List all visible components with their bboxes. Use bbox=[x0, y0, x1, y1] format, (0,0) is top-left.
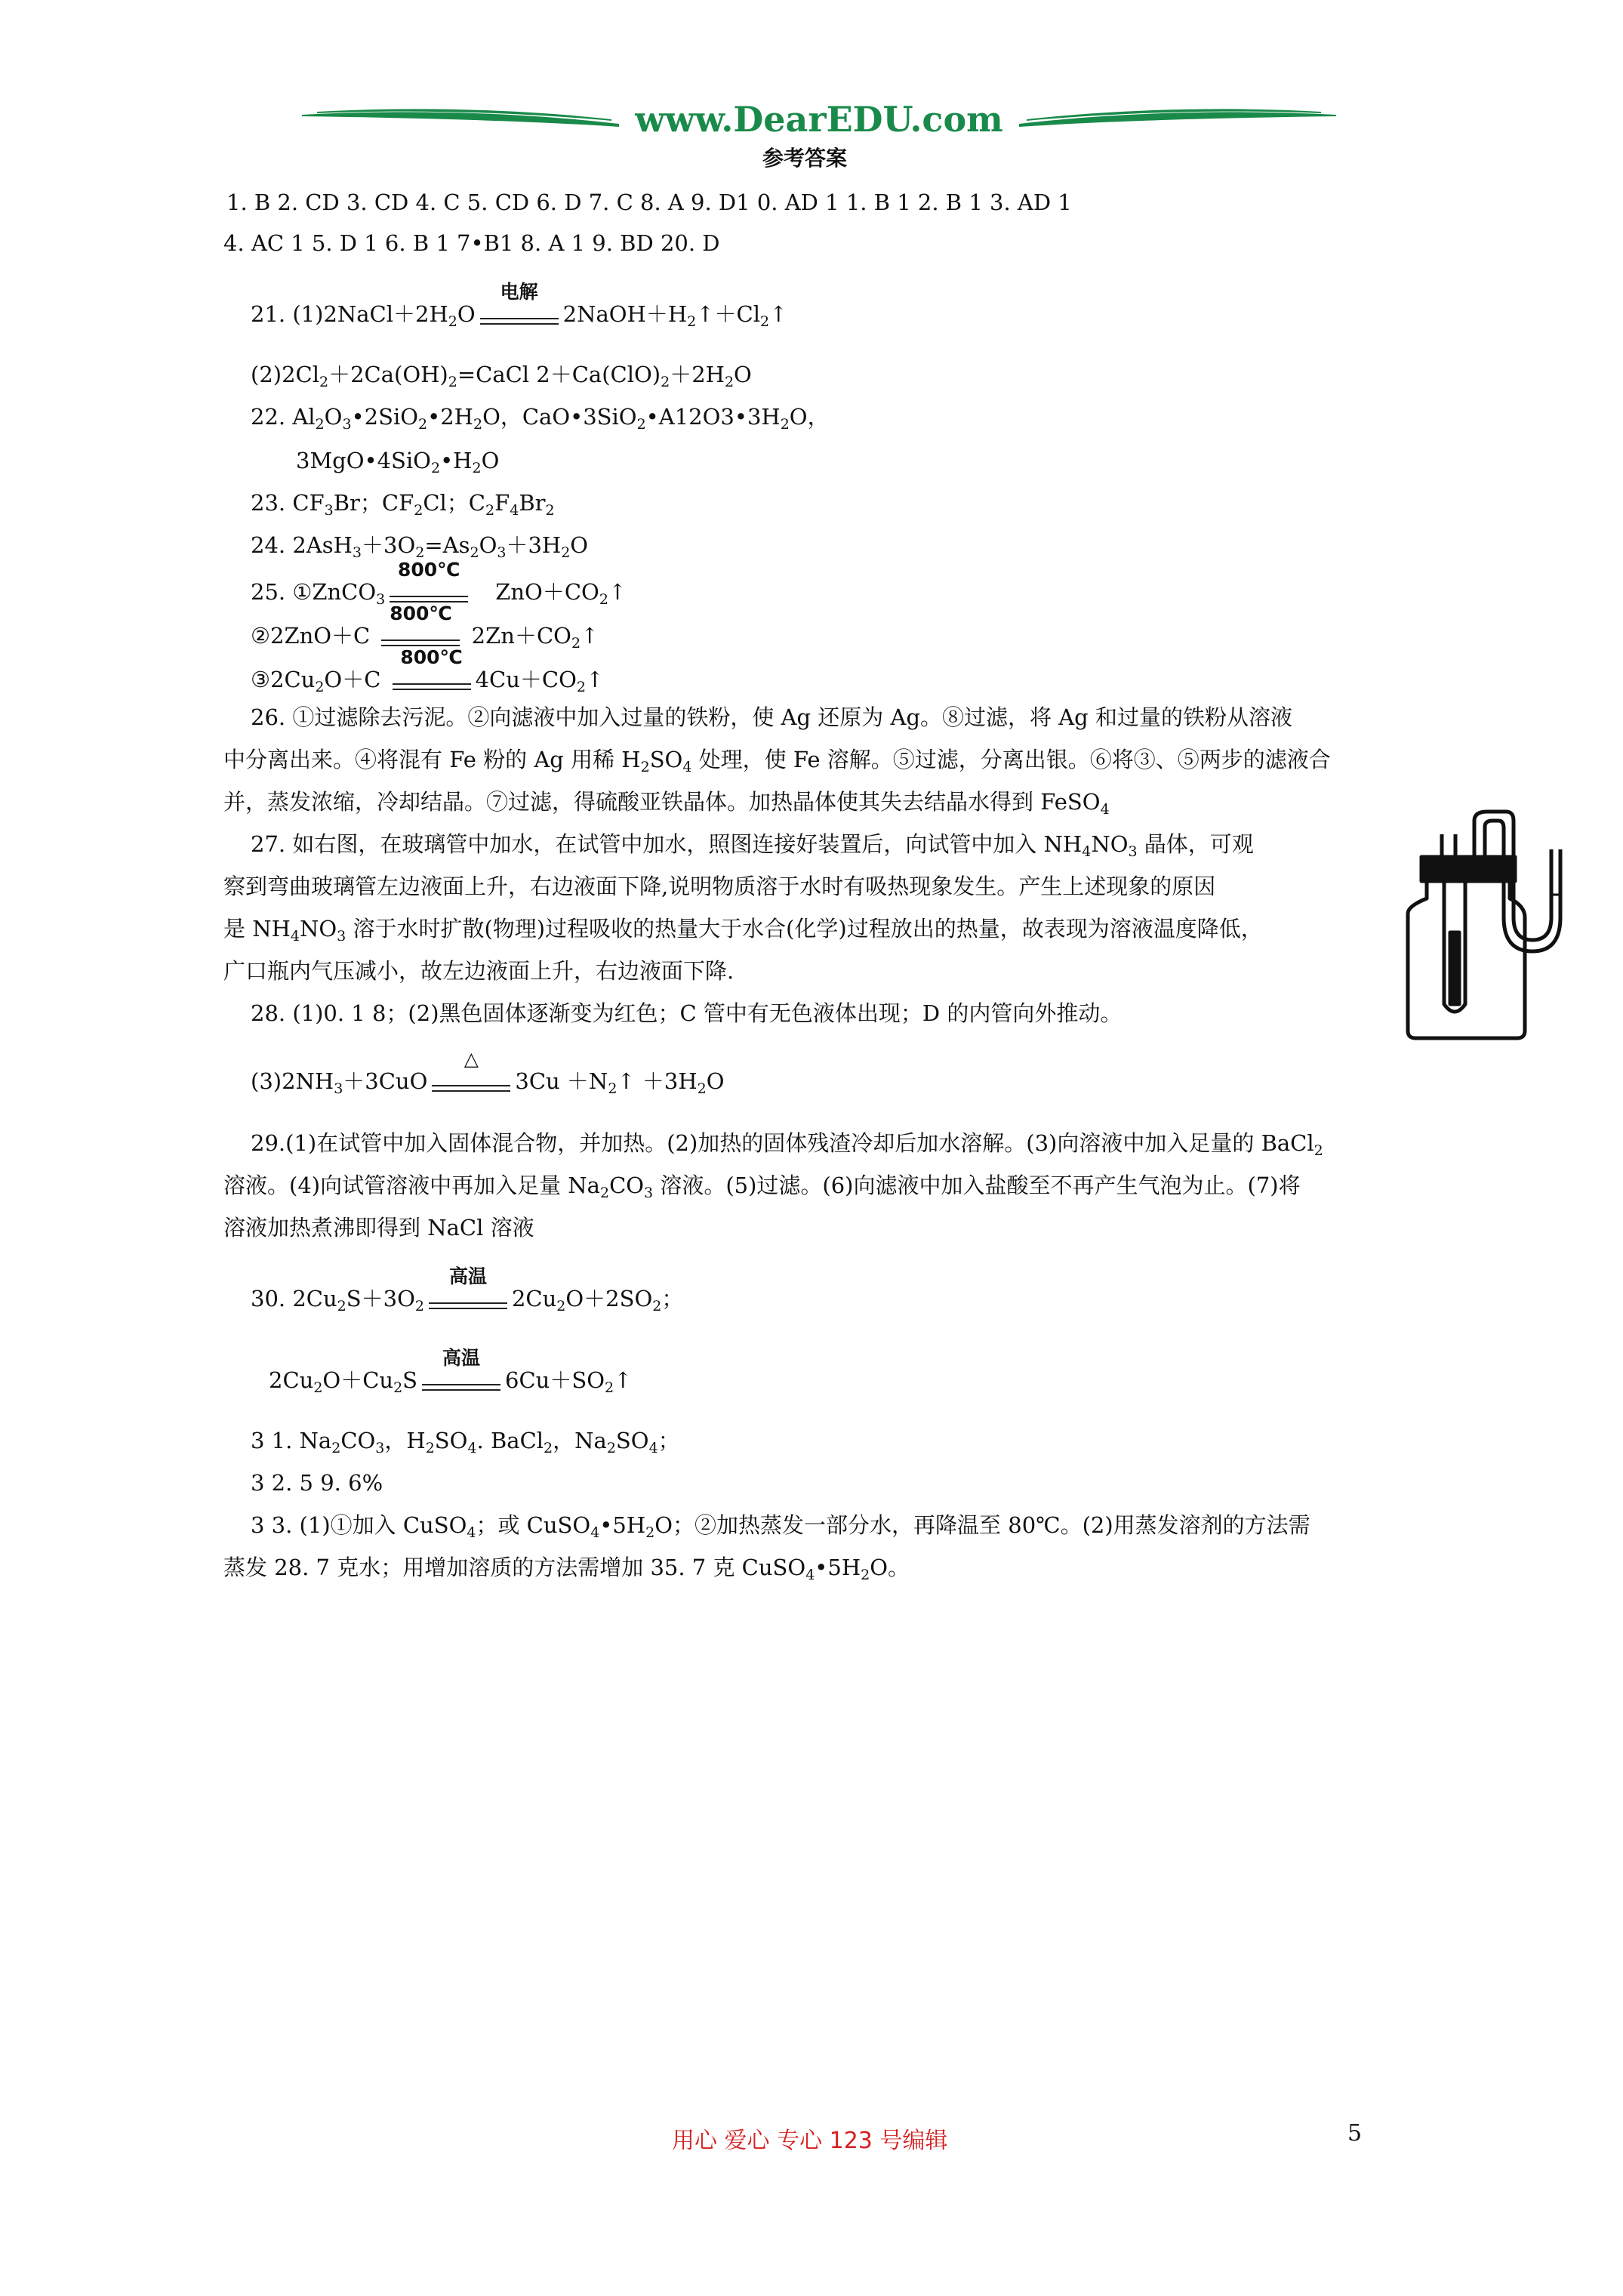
q25-eq3: $③2Cu_2O+C$ 800℃ $4Cu+CO_2↑$ bbox=[251, 646, 605, 695]
q22-line1: 22. $Al_2O_3•2SiO_2•2H_2O$，$CaO•3SiO_2•A12O3•3H_2O$， bbox=[251, 404, 830, 433]
footer-text: 用心 爱心 专心 123 号编辑 bbox=[672, 2128, 948, 2154]
q26-line1: 26. ①过滤除去污泥。②向滤液中加入过量的铁粉，使 Ag 还原为 Ag。⑧过滤，将 Ag 和过量的铁粉从溶液 bbox=[251, 704, 1292, 730]
page-title: 参考答案 bbox=[762, 146, 848, 171]
condition-electrolysis: 电解 bbox=[477, 299, 562, 329]
q21-eq1: 21. $(1)2NaCl+2H_2O$ 电解 $2NaOH+H_2↑+Cl_2↑$ bbox=[251, 281, 788, 330]
q24: 24. $2AsH_3+3O_2=As_2O_3+3H_2O$ bbox=[251, 532, 589, 561]
site-logo bbox=[302, 98, 1336, 143]
condition-high-temp: 高温 bbox=[419, 1365, 504, 1395]
q27-line1: 27. 如右图，在玻璃管中加水，在试管中加水，照图连接好装置后，向试管中加入 $NH_4NO_3$ 晶体，可观 bbox=[251, 831, 1254, 860]
q23: 23. $CF_3Br$；$CF_2Cl$；$C_2F_4Br_2$ bbox=[251, 490, 555, 519]
q29-line3: 溶液加热煮沸即得到 NaCl 溶液 bbox=[223, 1215, 534, 1240]
q26-line3: 并，蒸发浓缩，冷却结晶。⑦过滤，得硫酸亚铁晶体。加热晶体使其失去结晶水得到 FeSO$_4$ bbox=[223, 789, 1110, 818]
q30-eq2: $2Cu_2O+Cu_2S$ 高温 $6Cu+SO_2↑$ bbox=[269, 1347, 633, 1396]
condition-high-temp: 高温 bbox=[426, 1284, 510, 1314]
svg-text:www.DearEDU.com: www.DearEDU.com bbox=[635, 99, 1003, 140]
q33-line1: 3 3. (1)①加入 CuSO$_4$；或 $CuSO_4•5H_2O$；②加热蒸发一部分水，再降温至 80℃。(2)用蒸发溶剂的方法需 bbox=[251, 1512, 1310, 1541]
condition-800c: 800℃ bbox=[390, 664, 474, 695]
condition-heat: △ bbox=[429, 1066, 513, 1096]
q28-eq: $(3)2NH_3+3CuO$ △ $3Cu +N_2↑ +3H_2O$ bbox=[251, 1048, 725, 1097]
answers-line-1: 1. B 2. CD 3. CD 4. C 5. CD 6. D 7. C 8. A 9. D1 0. AD 1 1. B 1 2. B 1 3. AD 1 bbox=[226, 190, 1072, 215]
q32: 3 2. 5 9. 6% bbox=[251, 1470, 383, 1496]
condition-800c: 800℃ bbox=[378, 621, 463, 651]
q22-line2: $3MgO•4SiO_2•H_2O$ bbox=[296, 448, 500, 476]
q27-line4: 广口瓶内气压减小，故左边液面上升，右边液面下降. bbox=[223, 958, 735, 984]
q28-line1: 28. (1)0. 1 8；(2)黑色固体逐渐变为红色；C 管中有无色液体出现；D 的内管向外推动。 bbox=[251, 1000, 1123, 1026]
q33-line2: 蒸发 28. 7 克水；用增加溶质的方法需增加 35. 7 克 $CuSO_4•5H_2O$。 bbox=[223, 1555, 910, 1583]
condition-800c: 800℃ bbox=[387, 577, 471, 607]
q29-line2: 溶液。(4)向试管溶液中再加入足量 $Na_2CO_3$ 溶液。(5)过滤。(6)向滤液中加入盐酸至不再产生气泡为止。(7)将 bbox=[223, 1173, 1301, 1201]
q27-line3: 是 $NH_4NO_3$ 溶于水时扩散(物理)过程吸收的热量大于水合(化学)过程放出的热量，故表现为溶液温度降低， bbox=[223, 916, 1263, 945]
q31: 3 1. $Na_2CO_3$，$H_2SO_4$. BaCl$_2$，$Na_2SO_4$； bbox=[251, 1428, 680, 1456]
q26-line2: 中分离出来。④将混有 Fe 粉的 Ag 用稀 $H_2SO_4$ 处理，使 Fe 溶解。⑤过滤，分离出银。⑥将③、⑤两步的滤液合 bbox=[223, 747, 1331, 775]
q27-line2: 察到弯曲玻璃管左边液面上升，右边液面下降,说明物质溶于水时有吸热现象发生。产生上述现象的原因 bbox=[223, 874, 1216, 899]
q29-line1: 29.(1)在试管中加入固体混合物，并加热。(2)加热的固体残渣冷却后加水溶解。(3)向溶液中加入足量的 BaCl$_2$ bbox=[251, 1130, 1323, 1159]
apparatus-diagram bbox=[1385, 804, 1566, 1046]
q21-eq2: $(2)2Cl_2+2Ca(OH)_2=CaCl$ $2+Ca(ClO)_2+2H_2O$ bbox=[251, 362, 752, 390]
answers-line-2: 4. AC 1 5. D 1 6. B 1 7•B1 8. A 1 9. BD 20. D bbox=[223, 230, 720, 256]
q25-eq2: ②2ZnO＋C 800℃ $2Zn+CO_2↑$ bbox=[251, 603, 599, 652]
page-number: 5 bbox=[1347, 2120, 1363, 2147]
q25-eq1: 25. ①ZnCO$_3$ 800℃ $ZnO+CO_2↑$ bbox=[251, 559, 627, 608]
q30-eq1: 30. $2Cu_2S+3O_2$ 高温 $2Cu_2O+2SO_2$； bbox=[251, 1265, 684, 1314]
